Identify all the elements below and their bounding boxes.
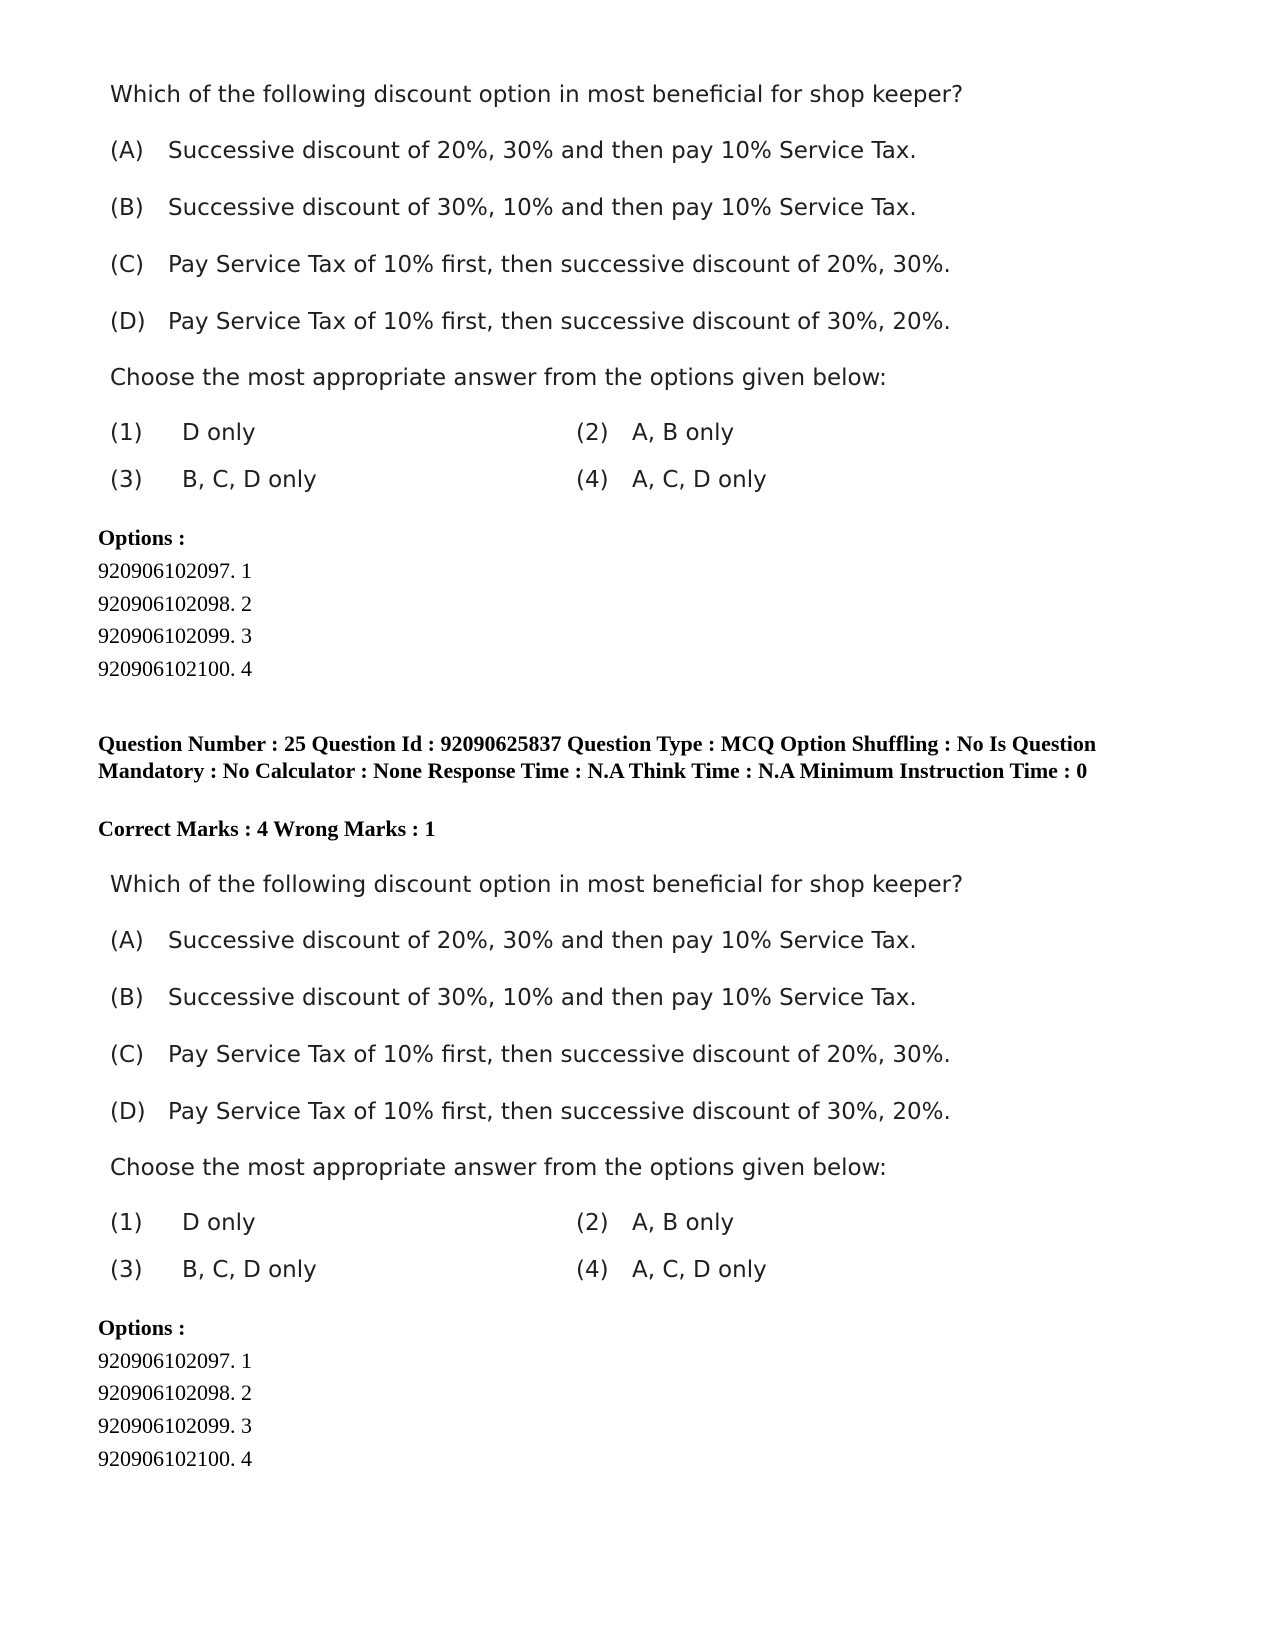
statement-text: Successive discount of 20%, 30% and then pay 10% Service Tax. [168,138,917,164]
statement-label: (A) [110,138,144,164]
question-stem: Which of the following discount option in most beneficial for shop keeper? [110,82,964,108]
answer-number: (2) [576,1210,609,1236]
statement-text: Pay Service Tax of 10% first, then successive discount of 20%, 30%. [168,252,951,278]
statement-text: Pay Service Tax of 10% first, then successive discount of 20%, 30%. [168,1042,951,1068]
answer-choice-3 [110,1257,317,1283]
answer-number: (3) [110,1257,143,1283]
statement-label: (A) [110,928,144,954]
question-image-block-1 [110,82,1010,512]
options-heading: Options : [98,1315,186,1340]
statement-a [110,138,917,164]
statement-label: (C) [110,1042,145,1068]
answer-choice-4 [576,467,767,493]
answer-text: A, B only [632,1210,735,1236]
statement-b [110,195,917,221]
statement-d [110,309,951,335]
answer-choice-2 [576,420,734,446]
answer-text: D only [182,1210,256,1236]
answer-text: A, C, D only [632,1257,767,1283]
options-heading: Options : [98,525,186,550]
answer-choice-3 [110,467,317,493]
option-line: 920906102099. 3 [98,1413,252,1438]
answer-number: (2) [576,420,609,446]
answer-number: (1) [110,1210,143,1236]
answer-text: D only [182,420,256,446]
statement-label: (B) [110,985,144,1011]
option-line: 920906102098. 2 [98,591,252,616]
statement-text: Successive discount of 30%, 10% and then pay 10% Service Tax. [168,985,917,1011]
question-meta: Question Number : 25 Question Id : 92090625837 Question Type : MCQ Option Shuffling : No Is Question Mandatory : No Calculator : None Response Time : N.A Think Time : N.A Minimum Instruction Time : 0 [98,731,1097,783]
answer-text: A, C, D only [632,467,767,493]
answer-text: A, B only [632,420,735,446]
answer-number: (1) [110,420,143,446]
statement-label: (D) [110,309,146,335]
question-stem: Which of the following discount option in most beneficial for shop keeper? [110,872,964,898]
choose-instruction: Choose the most appropriate answer from the options given below: [110,365,887,391]
statement-text: Successive discount of 30%, 10% and then pay 10% Service Tax. [168,195,917,221]
statement-c [110,1042,951,1068]
statement-text: Successive discount of 20%, 30% and then pay 10% Service Tax. [168,928,917,954]
statement-label: (C) [110,252,145,278]
statement-b [110,985,917,1011]
option-line: 920906102098. 2 [98,1380,252,1405]
answer-choice-4 [576,1257,767,1283]
choose-instruction: Choose the most appropriate answer from the options given below: [110,1155,887,1181]
statement-a [110,928,917,954]
marks-line: Correct Marks : 4 Wrong Marks : 1 [98,816,436,841]
option-line: 920906102097. 1 [98,558,252,583]
answer-number: (4) [576,1257,609,1283]
answer-text: B, C, D only [182,467,317,493]
option-line: 920906102099. 3 [98,623,252,648]
option-line: 920906102097. 1 [98,1348,252,1373]
option-line: 920906102100. 4 [98,1446,252,1471]
answer-number: (3) [110,467,143,493]
answer-choice-2 [576,1210,734,1236]
statement-c [110,252,951,278]
answer-choice-1 [110,1210,256,1236]
question-image-block-25 [110,872,1010,1302]
answer-choice-1 [110,420,256,446]
statement-label: (D) [110,1099,146,1125]
option-line: 920906102100. 4 [98,656,252,681]
answer-number: (4) [576,467,609,493]
answer-text: B, C, D only [182,1257,317,1283]
statement-d [110,1099,951,1125]
statement-text: Pay Service Tax of 10% first, then successive discount of 30%, 20%. [168,309,951,335]
statement-label: (B) [110,195,144,221]
statement-text: Pay Service Tax of 10% first, then successive discount of 30%, 20%. [168,1099,951,1125]
